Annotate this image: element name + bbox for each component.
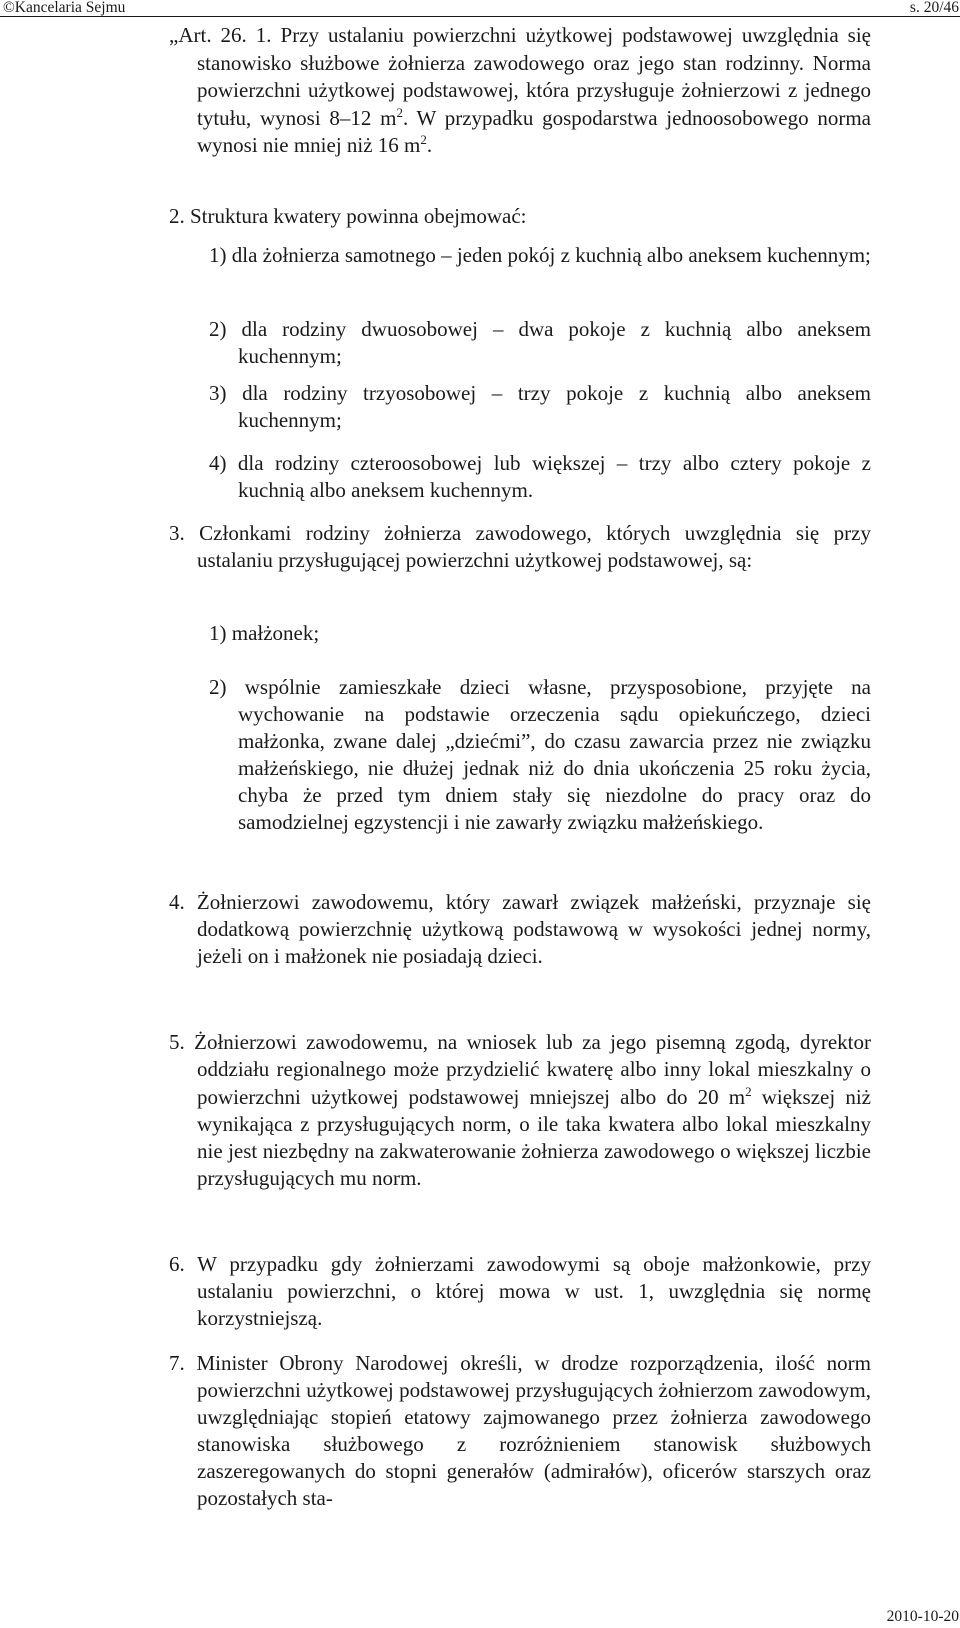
paragraph-5: 5. Żołnierzowi zawodowemu, na wniosek lub za jego pisemną zgodą, dyrektor oddziału regionalnego może przydzielić kwaterę albo inny lokal mieszkalny o powierzchni użytkowej podstawowej mniejszej albo do 20 $m^2$ większej niż wynikająca z przysługujących norm, o ile taka kwatera albo lokal mieszkalny nie jest niezbędny na zakwaterowanie żołnierza zawodowego o większej liczbie przysługujących mu norm. <box>169 1030 871 1191</box>
paragraph-6: 6. W przypadku gdy żołnierzami zawodowymi są oboje małżonkowie, przy ustalaniu powierzchni, o której mowa w ust. 1, uwzględnia się normę korzystniejszą. <box>169 1252 871 1330</box>
list-item: 1) dla żołnierza samotnego – jeden pokój z kuchnią albo aneksem kuchennym; <box>209 243 871 267</box>
list-item: 2) dla rodziny dwuosobowej – dwa pokoje z kuchnią albo aneksem kuchennym; <box>209 317 871 368</box>
list-item: 1) małżonek; <box>209 621 320 645</box>
superscript: 2 <box>396 104 403 120</box>
list-item: 3) dla rodziny trzyosobowej – trzy pokoje z kuchnią albo aneksem kuchennym; <box>209 381 871 432</box>
superscript: 2 <box>745 1083 752 1099</box>
paragraph-2: 2. Struktura kwatery powinna obejmować: <box>169 204 527 228</box>
superscript: 2 <box>420 132 427 147</box>
header-source: ©Kancelaria Sejmu <box>3 0 126 16</box>
paragraph-4: 4. Żołnierzowi zawodowemu, który zawarł związek małżeński, przyznaje się dodatkową powierzchnię użytkową podstawową w wysokości jednej normy, jeżeli on i małżonek nie posiadają dzieci. <box>169 890 871 968</box>
header-page-number: s. 20/46 <box>909 0 959 16</box>
paragraph-art26-1: „Art. 26. 1. Przy ustalaniu powierzchni użytkowej podstawowej uwzględnia się stanowisko służbowe żołnierza zawodowego oraz jego stan rodzinny. Norma powierzchni użytkowej podstawowej, która przysługuje żołnierzowi z jednego tytułu, wynosi 8–12 $m^2$. W przypadku gospodarstwa jednoosobowego norma wynosi nie mniej niż 16 $m^2$. <box>169 23 871 157</box>
paragraph-7: 7. Minister Obrony Narodowej określi, w drodze rozporządzenia, ilość norm powierzchni użytkowej podstawowej przysługujących żołnierzom zawodowym, uwzględniając stopień etatowy zajmowanego przez żołnierza zawodowego stanowiska służbowego z rozróżnieniem stanowisk służbowych zaszeregowanych do stopni generałów (admirałów), oficerów starszych oraz pozostałych sta- <box>169 1351 871 1510</box>
page-header <box>0 0 960 16</box>
header-rule <box>0 16 960 17</box>
list-item: 4) dla rodziny czteroosobowej lub większej – trzy albo cztery pokoje z kuchnią albo aneksem kuchennym. <box>209 451 871 502</box>
list-item: 2) wspólnie zamieszkałe dzieci własne, przysposobione, przyjęte na wychowanie na podstawie orzeczenia sądu opiekuńczego, dzieci małżonka, zwane dalej „dziećmi”, do czasu zawarcia przez nie związku małżeńskiego, nie dłużej jednak niż do dnia ukończenia 25 roku życia, chyba że przed tym dniem stały się niezdolne do pracy oraz do samodzielnej egzystencji i nie zawarły związku małżeńskiego. <box>209 675 871 834</box>
paragraph-3: 3. Członkami rodziny żołnierza zawodowego, których uwzględnia się przy ustalaniu przysługującej powierzchni użytkowej podstawowej, są: <box>169 521 871 572</box>
footer-date: 2010-10-20 <box>886 1608 959 1625</box>
